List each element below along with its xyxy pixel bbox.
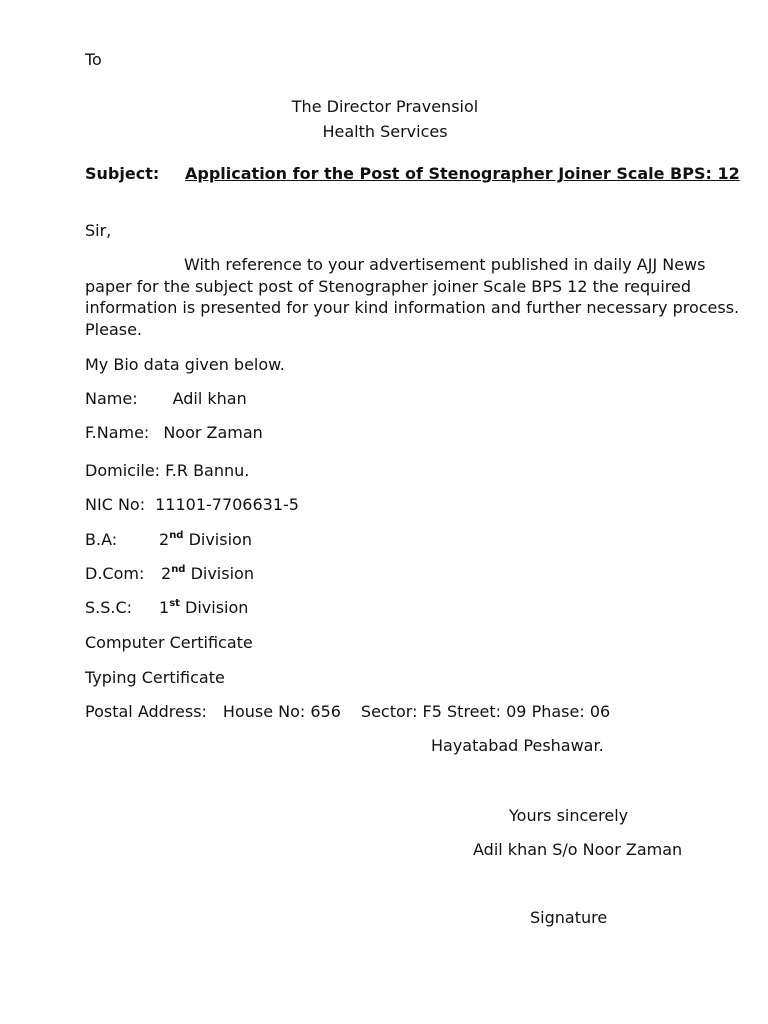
bio-typing-cert: Typing Certificate xyxy=(85,668,225,687)
name-value: Adil khan xyxy=(172,389,247,408)
nic-label: NIC No: xyxy=(85,495,146,514)
subject-text: Application for the Post of Stenographer Joiner Scale BPS: 12 xyxy=(185,164,740,183)
bio-ssc-row xyxy=(85,597,248,619)
dcom-label: D.Com: xyxy=(85,564,145,583)
ba-number: 2 xyxy=(159,530,170,549)
bio-name-row xyxy=(85,388,247,410)
ssc-division: Division xyxy=(185,598,249,617)
ssc-label: S.S.C: xyxy=(85,598,133,617)
addressee-line-1: The Director Pravensiol xyxy=(291,97,479,116)
ba-label: B.A: xyxy=(85,530,118,549)
bio-computer-cert: Computer Certificate xyxy=(85,633,253,652)
body-text: With reference to your advertisement published in daily AJJ News paper for the subject post of Stenographer joiner Scale BPS 12 the required information is presented for your kind information and further necessary process. Please. xyxy=(85,255,740,339)
closing: Yours sincerely xyxy=(509,806,629,825)
dcom-division: Division xyxy=(190,564,254,583)
greeting: Sir, xyxy=(85,221,112,240)
addressee-line-2: Health Services xyxy=(322,122,448,141)
postal-address-row xyxy=(85,701,610,723)
dcom-number: 2 xyxy=(161,564,172,583)
fname-label: F.Name: xyxy=(85,423,150,442)
signature-label: Signature xyxy=(530,908,608,927)
postal-sector: Sector: F5 Street: 09 Phase: 06 xyxy=(360,702,611,721)
name-label: Name: xyxy=(85,389,138,408)
subject-label: Subject: xyxy=(85,164,160,183)
postal-city: Hayatabad Peshawar. xyxy=(431,736,604,755)
nic-value: 11101-7706631-5 xyxy=(155,495,299,514)
fname-value: Noor Zaman xyxy=(163,423,263,442)
body-paragraph xyxy=(85,254,745,340)
bio-fname-row xyxy=(85,422,263,444)
ba-division: Division xyxy=(188,530,252,549)
dcom-suffix: nd xyxy=(171,563,186,575)
bio-dcom-row xyxy=(85,563,254,585)
ba-suffix: nd xyxy=(169,529,184,541)
postal-label: Postal Address: xyxy=(85,702,207,721)
ssc-number: 1 xyxy=(159,598,170,617)
subject-line xyxy=(85,163,745,185)
sender-name: Adil khan S/o Noor Zaman xyxy=(473,840,683,859)
bio-intro: My Bio data given below. xyxy=(85,355,285,374)
bio-ba-row xyxy=(85,529,252,551)
bio-nic-row xyxy=(85,494,299,516)
postal-house: House No: 656 xyxy=(222,702,341,721)
ssc-suffix: st xyxy=(169,597,180,609)
bio-domicile: Domicile: F.R Bannu. xyxy=(85,461,250,480)
to-line: To xyxy=(85,50,102,69)
